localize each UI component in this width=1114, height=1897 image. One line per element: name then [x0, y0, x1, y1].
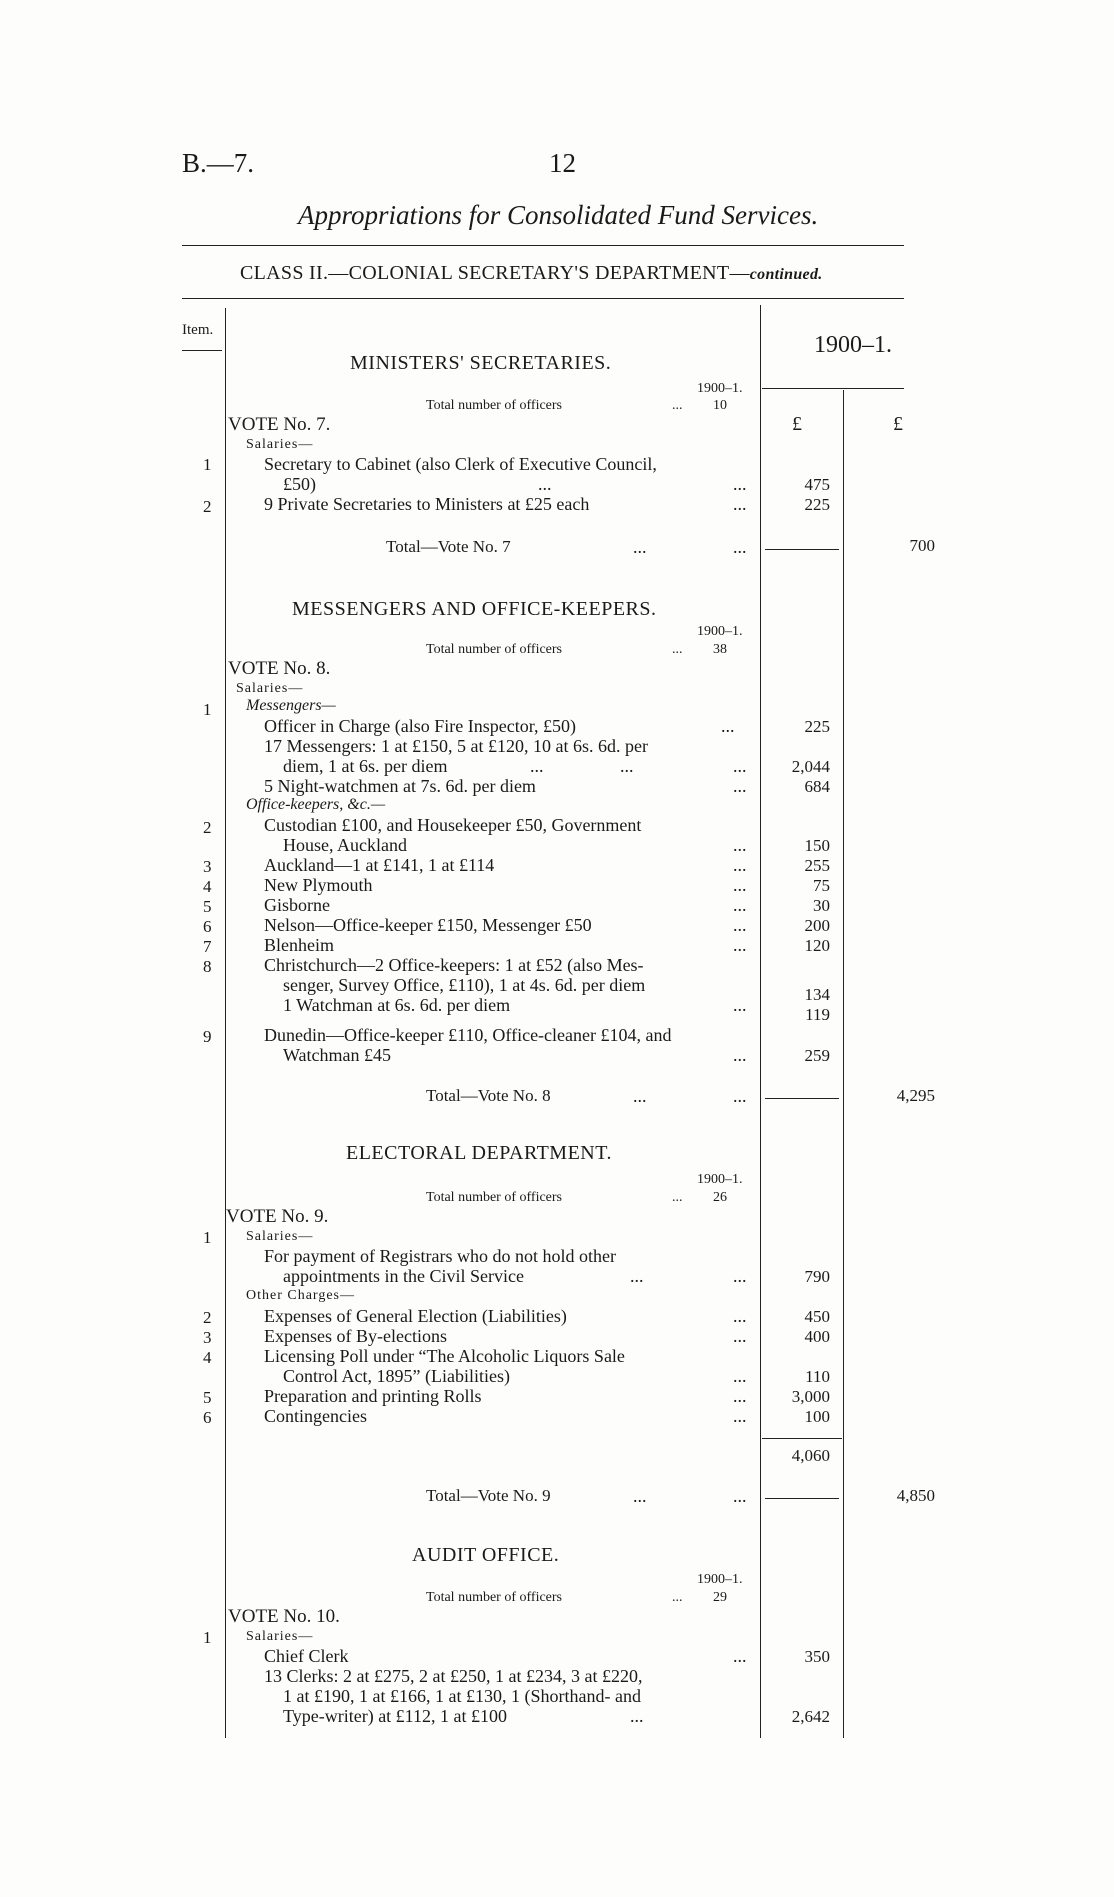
leader-dots: ... — [733, 1386, 747, 1406]
line-text: Nelson—Office-keeper £150, Messenger £50 — [264, 915, 592, 935]
amount: 259 — [804, 1046, 830, 1065]
vote-total-label: Total—Vote No. 7 — [386, 537, 511, 556]
leader-dots: ... — [733, 1306, 747, 1326]
leader-dots: ... — [538, 474, 552, 494]
item-number: 7 — [203, 937, 212, 956]
amount: 225 — [804, 717, 830, 736]
line-text: Expenses of General Election (Liabilities) — [264, 1306, 567, 1326]
vote-number: VOTE No. 7. — [228, 414, 331, 435]
amount: 200 — [804, 916, 830, 935]
leader-dots: ... — [633, 1486, 647, 1506]
salaries-heading: Salaries— — [246, 437, 314, 452]
line-text: Licensing Poll under “The Alcoholic Liquors Sale — [264, 1346, 625, 1366]
amount: 255 — [804, 856, 830, 875]
subheading: Office-keepers, &c.— — [246, 796, 386, 813]
item-number: 1 — [203, 700, 212, 719]
leader-dots: ... — [733, 1326, 747, 1346]
leader-dots: ... — [733, 756, 747, 776]
line-text: Dunedin—Office-keeper £110, Office-cleaner £104, and — [264, 1025, 672, 1045]
vote-number: VOTE No. 8. — [228, 658, 331, 679]
other-charges-heading: Other Charges— — [246, 1288, 355, 1303]
vote-total-label: Total—Vote No. 9 — [426, 1486, 551, 1505]
year-column-header: 1900–1. — [814, 332, 892, 358]
line-text: Blenheim — [264, 935, 334, 955]
item-number: 9 — [203, 1027, 212, 1046]
item-number: 5 — [203, 1388, 212, 1407]
line-text: Expenses of By-elections — [264, 1326, 447, 1346]
officers-count: 10 — [713, 398, 727, 413]
leader-dots: ... — [733, 1406, 747, 1426]
item-number: 2 — [203, 818, 212, 837]
detail-column-rule — [843, 390, 844, 1738]
amount: 150 — [804, 836, 830, 855]
line-text: Type-writer) at £112, 1 at £100 — [283, 1706, 508, 1726]
amount: 75 — [813, 876, 830, 895]
leader-dots: ... — [733, 494, 747, 514]
line-text: Auckland—1 at £141, 1 at £114 — [264, 855, 495, 875]
leader-dots: ... — [733, 1646, 747, 1666]
officers-label: Total number of officers — [426, 1190, 562, 1205]
leader-dots: ... — [733, 835, 747, 855]
salaries-heading: Salaries— — [236, 681, 304, 696]
pound-sign-total: £ — [893, 413, 903, 435]
total-rule — [765, 549, 839, 550]
salaries-heading: Salaries— — [246, 1229, 314, 1244]
item-number: 6 — [203, 917, 212, 936]
vote-total: 4,295 — [896, 1086, 935, 1105]
item-number: 1 — [203, 455, 212, 474]
leader-dots: ... — [733, 776, 747, 796]
leader-dots: ... — [530, 756, 544, 776]
leader-dots: ... — [630, 1706, 644, 1726]
leader-dots: ... — [630, 1266, 644, 1286]
section-title: AUDIT OFFICE. — [412, 1544, 560, 1566]
line-text: 9 Private Secretaries to Ministers at £25 each — [264, 494, 590, 514]
total-rule — [765, 1098, 839, 1099]
leader-dots: ... — [721, 716, 735, 736]
leader-dots: ... — [733, 1486, 747, 1506]
item-number: 5 — [203, 897, 212, 916]
line-text: 17 Messengers: 1 at £150, 5 at £120, 10 at 6s. 6d. per — [264, 736, 648, 756]
leader-dots: ... — [672, 1590, 683, 1605]
leader-dots: ... — [733, 1266, 747, 1286]
leader-dots: ... — [733, 935, 747, 955]
officers-count: 26 — [713, 1190, 727, 1205]
vote-total: 4,850 — [896, 1486, 935, 1505]
line-text: Christchurch—2 Office-keepers: 1 at £52 (also Mes- — [264, 955, 644, 975]
total-rule — [765, 1498, 839, 1499]
section-title: MESSENGERS AND OFFICE-KEEPERS. — [292, 598, 657, 620]
leader-dots: ... — [733, 537, 747, 557]
leader-dots: ... — [633, 537, 647, 557]
amount: 3,000 — [791, 1387, 830, 1406]
pound-sign-detail: £ — [792, 413, 802, 435]
line-text: Chief Clerk — [264, 1646, 349, 1666]
item-number: 3 — [203, 857, 212, 876]
officers-label: Total number of officers — [426, 642, 562, 657]
line-text: Watchman £45 — [283, 1045, 392, 1065]
leader-dots: ... — [672, 642, 683, 657]
leader-dots: ... — [733, 1086, 747, 1106]
amount: 119 — [805, 1005, 830, 1024]
leader-dots: ... — [733, 1045, 747, 1065]
class-heading: CLASS II.—COLONIAL SECRETARY'S DEPARTMENT—continued. — [240, 262, 823, 284]
amount: 120 — [804, 936, 830, 955]
leader-dots: ... — [733, 474, 747, 494]
subtotal-rule — [762, 1438, 842, 1439]
amount: 790 — [804, 1267, 830, 1286]
year-header-rule — [762, 388, 904, 389]
class-rule — [182, 298, 904, 299]
line-text: For payment of Registrars who do not hold other — [264, 1246, 616, 1266]
document-reference: B.—7. — [182, 148, 255, 178]
line-text: New Plymouth — [264, 875, 373, 895]
amount: 2,044 — [791, 757, 830, 776]
item-number: 3 — [203, 1328, 212, 1347]
amount: 100 — [804, 1407, 830, 1426]
amount: 2,642 — [791, 1707, 830, 1726]
amount: 225 — [804, 495, 830, 514]
leader-dots: ... — [672, 398, 683, 413]
line-text: appointments in the Civil Service — [283, 1266, 524, 1286]
line-text: £50) — [283, 474, 316, 494]
amount: 30 — [813, 896, 830, 915]
leader-dots: ... — [620, 756, 634, 776]
amount: 450 — [804, 1307, 830, 1326]
page-title: Appropriations for Consolidated Fund Services. — [298, 200, 819, 230]
amount: 350 — [804, 1647, 830, 1666]
item-column-header: Item. — [182, 322, 214, 338]
line-text: Contingencies — [264, 1406, 367, 1426]
item-header-rule — [182, 350, 222, 351]
section-title: MINISTERS' SECRETARIES. — [350, 352, 612, 374]
line-text: House, Auckland — [283, 835, 407, 855]
item-number: 2 — [203, 1308, 212, 1327]
item-number: 1 — [203, 1228, 212, 1247]
subtotal: 4,060 — [791, 1446, 830, 1465]
item-number: 1 — [203, 1628, 212, 1647]
line-text: 5 Night-watchmen at 7s. 6d. per diem — [264, 776, 536, 796]
line-text: senger, Survey Office, £110), 1 at 4s. 6d. per diem — [283, 975, 646, 995]
amount: 110 — [805, 1367, 830, 1386]
amount: 684 — [804, 777, 830, 796]
line-text: Gisborne — [264, 895, 330, 915]
salaries-heading: Salaries— — [246, 1629, 314, 1644]
vote-total-label: Total—Vote No. 8 — [426, 1086, 551, 1105]
line-text: Control Act, 1895” (Liabilities) — [283, 1366, 510, 1386]
officers-label: Total number of officers — [426, 1590, 562, 1605]
line-text: Officer in Charge (also Fire Inspector, £50) — [264, 716, 577, 736]
line-text: 13 Clerks: 2 at £275, 2 at £250, 1 at £234, 3 at £220, — [264, 1666, 643, 1686]
officers-year: 1900–1. — [697, 1172, 743, 1187]
item-column-rule — [225, 308, 226, 1738]
item-number: 2 — [203, 497, 212, 516]
subheading: Messengers— — [246, 697, 336, 714]
officers-count: 38 — [713, 642, 727, 657]
page-number: 12 — [549, 148, 576, 178]
leader-dots: ... — [733, 1366, 747, 1386]
leader-dots: ... — [633, 1086, 647, 1106]
officers-label: Total number of officers — [426, 398, 562, 413]
leader-dots: ... — [733, 875, 747, 895]
officers-count: 29 — [713, 1590, 727, 1605]
line-text: Preparation and printing Rolls — [264, 1386, 482, 1406]
vote-number: VOTE No. 10. — [228, 1606, 340, 1627]
line-text: 1 Watchman at 6s. 6d. per diem — [283, 995, 511, 1015]
vote-number: VOTE No. 9. — [226, 1206, 329, 1227]
line-text: Custodian £100, and Housekeeper £50, Government — [264, 815, 642, 835]
amount: 400 — [804, 1327, 830, 1346]
item-number: 4 — [203, 1348, 212, 1367]
vote-total: 700 — [909, 536, 935, 555]
item-number: 8 — [203, 957, 212, 976]
amount: 134 — [804, 985, 830, 1004]
officers-year: 1900–1. — [697, 381, 743, 396]
leader-dots: ... — [672, 1190, 683, 1205]
section-title: ELECTORAL DEPARTMENT. — [346, 1142, 612, 1164]
leader-dots: ... — [733, 895, 747, 915]
line-text: diem, 1 at 6s. per diem — [283, 756, 448, 776]
amount: 475 — [804, 475, 830, 494]
leader-dots: ... — [733, 995, 747, 1015]
line-text: 1 at £190, 1 at £166, 1 at £130, 1 (Shorthand- and — [283, 1686, 641, 1706]
officers-year: 1900–1. — [697, 624, 743, 639]
officers-year: 1900–1. — [697, 1572, 743, 1587]
leader-dots: ... — [733, 855, 747, 875]
item-number: 6 — [203, 1408, 212, 1427]
item-number: 4 — [203, 877, 212, 896]
leader-dots: ... — [733, 915, 747, 935]
line-text: Secretary to Cabinet (also Clerk of Executive Council, — [264, 454, 657, 474]
title-rule — [182, 245, 904, 246]
